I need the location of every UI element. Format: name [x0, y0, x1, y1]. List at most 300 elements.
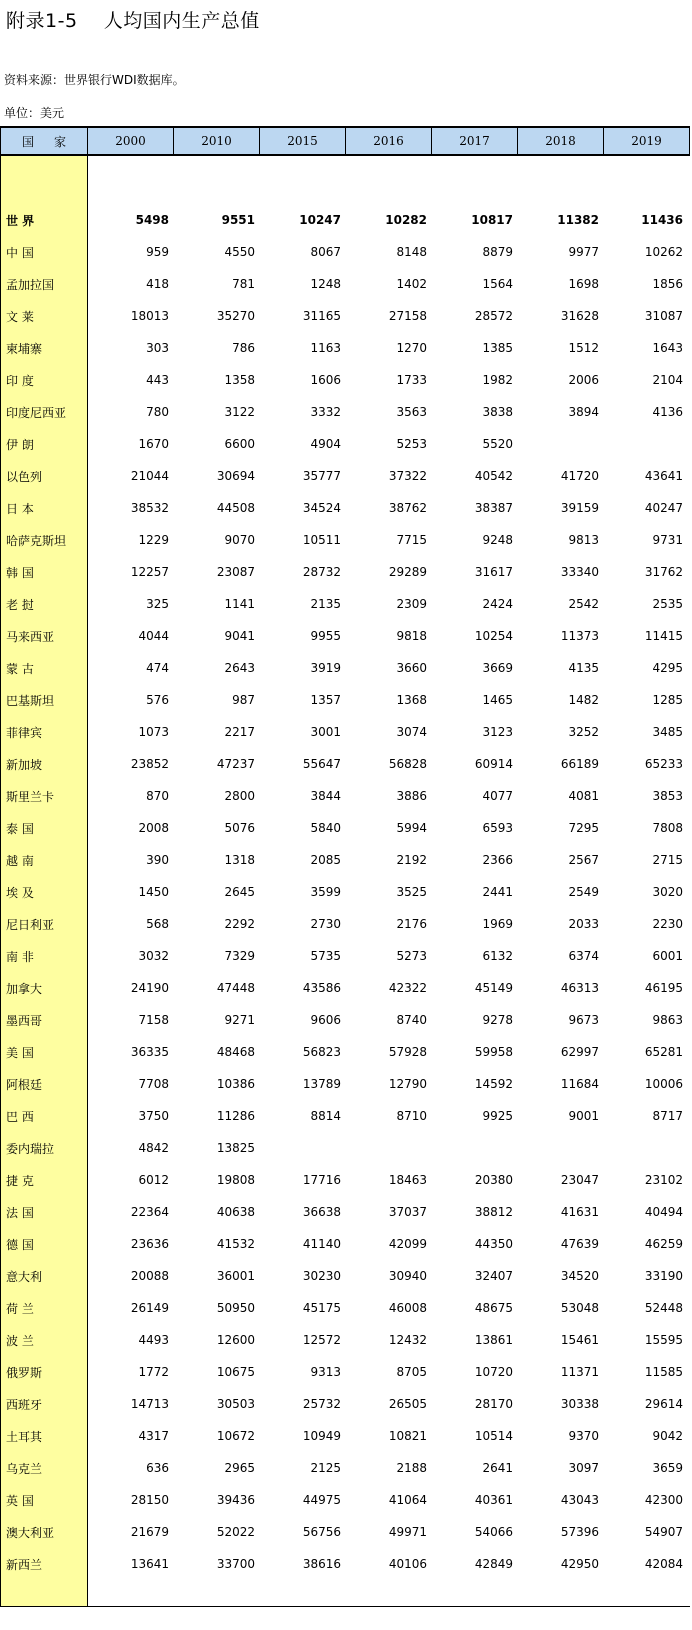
table-row [0, 236, 690, 268]
gdp-value-cell: 59958 [474, 1045, 513, 1059]
gdp-value-cell: 50950 [216, 1301, 255, 1315]
country-name: 荷 兰 [6, 1301, 34, 1316]
gdp-value-cell: 5076 [224, 821, 255, 835]
gdp-value-cell: 32407 [474, 1269, 513, 1283]
gdp-value-cell: 9271 [224, 1013, 255, 1027]
table-row [0, 972, 690, 1004]
gdp-value-cell: 10386 [216, 1077, 255, 1091]
gdp-value-cell: 3599 [310, 885, 341, 899]
gdp-value-cell: 636 [146, 1461, 169, 1475]
country-name: 俄罗斯 [6, 1365, 43, 1380]
gdp-value-cell: 5253 [396, 437, 427, 451]
gdp-value-cell: 38532 [130, 501, 169, 515]
table-row [0, 780, 690, 812]
gdp-value-cell: 8067 [310, 245, 341, 259]
gdp-value-cell: 10282 [385, 213, 427, 227]
table-row [0, 716, 690, 748]
gdp-value-cell: 7158 [138, 1013, 169, 1027]
country-name: 法 国 [6, 1205, 34, 1220]
table-header [0, 126, 690, 156]
country-name: 文 莱 [6, 309, 34, 324]
gdp-value-cell: 43641 [644, 469, 683, 483]
table-row [0, 556, 690, 588]
gdp-value-cell: 23852 [130, 757, 169, 771]
gdp-value-cell: 3844 [310, 789, 341, 803]
gdp-per-capita-table [0, 126, 690, 1607]
gdp-value-cell: 15461 [560, 1333, 599, 1347]
gdp-value-cell: 47237 [216, 757, 255, 771]
country-name: 美 国 [6, 1045, 34, 1060]
gdp-value-cell: 5994 [396, 821, 427, 835]
table-body [0, 204, 690, 1580]
gdp-value-cell: 2192 [396, 853, 427, 867]
gdp-value-cell: 12257 [130, 565, 169, 579]
gdp-value-cell: 14592 [474, 1077, 513, 1091]
country-name: 伊 朗 [6, 437, 34, 452]
country-name: 孟加拉国 [6, 277, 55, 292]
gdp-value-cell: 14713 [130, 1397, 169, 1411]
table-row [0, 844, 690, 876]
gdp-value-cell: 4295 [652, 661, 683, 675]
gdp-value-cell: 39159 [560, 501, 599, 515]
gdp-value-cell: 42322 [388, 981, 427, 995]
gdp-value-cell: 4493 [138, 1333, 169, 1347]
gdp-value-cell: 2542 [568, 597, 599, 611]
gdp-value-cell: 30503 [216, 1397, 255, 1411]
table-row [0, 748, 690, 780]
gdp-value-cell: 10675 [216, 1365, 255, 1379]
gdp-value-cell: 24190 [130, 981, 169, 995]
gdp-value-cell: 2645 [224, 885, 255, 899]
gdp-value-cell: 3074 [396, 725, 427, 739]
gdp-value-cell: 10262 [644, 245, 683, 259]
gdp-value-cell: 1163 [310, 341, 341, 355]
gdp-value-cell: 2008 [138, 821, 169, 835]
gdp-value-cell: 2125 [310, 1461, 341, 1475]
gdp-value-cell: 11585 [644, 1365, 683, 1379]
gdp-value-cell: 42084 [644, 1557, 683, 1571]
country-name: 巴基斯坦 [6, 693, 55, 708]
gdp-value-cell: 36335 [130, 1045, 169, 1059]
table-row [0, 268, 690, 300]
gdp-value-cell: 10949 [302, 1429, 341, 1443]
gdp-value-cell: 987 [232, 693, 255, 707]
gdp-value-cell: 1229 [138, 533, 169, 547]
gdp-value-cell: 44350 [474, 1237, 513, 1251]
gdp-value-cell: 41140 [302, 1237, 341, 1251]
gdp-value-cell: 62997 [560, 1045, 599, 1059]
gdp-value-cell: 10514 [474, 1429, 513, 1443]
gdp-value-cell: 3122 [224, 405, 255, 419]
table-row [0, 1388, 690, 1420]
gdp-value-cell: 2366 [482, 853, 513, 867]
table-row [0, 812, 690, 844]
gdp-value-cell: 37037 [388, 1205, 427, 1219]
gdp-value-cell: 1358 [224, 373, 255, 387]
header-country: 国家 [0, 128, 88, 154]
country-name: 乌克兰 [6, 1461, 43, 1476]
gdp-value-cell: 568 [146, 917, 169, 931]
gdp-value-cell: 5273 [396, 949, 427, 963]
gdp-value-cell: 6374 [568, 949, 599, 963]
page-title: 附录1-5 人均国内生产总值 [6, 10, 260, 32]
country-name: 菲律宾 [6, 725, 43, 740]
gdp-value-cell: 7295 [568, 821, 599, 835]
gdp-value-cell: 40106 [388, 1557, 427, 1571]
gdp-value-cell: 7708 [138, 1077, 169, 1091]
gdp-value-cell: 9248 [482, 533, 513, 547]
gdp-value-cell: 6132 [482, 949, 513, 963]
gdp-value-cell: 1073 [138, 725, 169, 739]
gdp-value-cell: 42300 [644, 1493, 683, 1507]
gdp-value-cell: 10254 [474, 629, 513, 643]
table-row [0, 300, 690, 332]
gdp-value-cell: 1512 [568, 341, 599, 355]
country-name: 西班牙 [6, 1397, 43, 1412]
gdp-value-cell: 39436 [216, 1493, 255, 1507]
gdp-value-cell: 2085 [310, 853, 341, 867]
country-name: 中 国 [6, 245, 34, 260]
gdp-value-cell: 5520 [482, 437, 513, 451]
gdp-value-cell: 54066 [474, 1525, 513, 1539]
country-name: 德 国 [6, 1237, 34, 1252]
gdp-value-cell: 26505 [388, 1397, 427, 1411]
gdp-value-cell: 27158 [388, 309, 427, 323]
gdp-value-cell: 26149 [130, 1301, 169, 1315]
table-row [0, 364, 690, 396]
header-year: 2000 [88, 128, 174, 154]
gdp-value-cell: 13825 [216, 1141, 255, 1155]
table-row [0, 908, 690, 940]
gdp-value-cell: 35777 [302, 469, 341, 483]
gdp-value-cell: 28170 [474, 1397, 513, 1411]
gdp-value-cell: 9813 [568, 533, 599, 547]
gdp-value-cell: 9818 [396, 629, 427, 643]
gdp-value-cell: 12432 [388, 1333, 427, 1347]
gdp-value-cell: 303 [146, 341, 169, 355]
country-name: 南 非 [6, 949, 34, 964]
table-row [0, 1068, 690, 1100]
gdp-value-cell: 21679 [130, 1525, 169, 1539]
gdp-value-cell: 40542 [474, 469, 513, 483]
gdp-value-cell: 1368 [396, 693, 427, 707]
gdp-value-cell: 10006 [644, 1077, 683, 1091]
gdp-value-cell: 1141 [224, 597, 255, 611]
gdp-value-cell: 2135 [310, 597, 341, 611]
gdp-value-cell: 11286 [216, 1109, 255, 1123]
gdp-value-cell: 9606 [310, 1013, 341, 1027]
table-row [0, 1356, 690, 1388]
gdp-value-cell: 4044 [138, 629, 169, 643]
gdp-value-cell: 2715 [652, 853, 683, 867]
gdp-value-cell: 10672 [216, 1429, 255, 1443]
gdp-value-cell: 40494 [644, 1205, 683, 1219]
data-source-note: 资料来源：世界银行WDI数据库。 [4, 73, 185, 87]
country-name: 新加坡 [6, 757, 43, 772]
gdp-value-cell: 11373 [560, 629, 599, 643]
gdp-value-cell: 9042 [652, 1429, 683, 1443]
gdp-value-cell: 33340 [560, 565, 599, 579]
gdp-value-cell: 325 [146, 597, 169, 611]
gdp-value-cell: 8814 [310, 1109, 341, 1123]
gdp-value-cell: 781 [232, 277, 255, 291]
gdp-value-cell: 41064 [388, 1493, 427, 1507]
gdp-value-cell: 474 [146, 661, 169, 675]
gdp-value-cell: 11415 [644, 629, 683, 643]
gdp-value-cell: 3020 [652, 885, 683, 899]
gdp-value-cell: 1318 [224, 853, 255, 867]
gdp-value-cell: 9977 [568, 245, 599, 259]
gdp-value-cell: 23087 [216, 565, 255, 579]
gdp-value-cell: 38762 [388, 501, 427, 515]
gdp-value-cell: 48468 [216, 1045, 255, 1059]
gdp-value-cell: 6001 [652, 949, 683, 963]
gdp-value-cell: 56828 [388, 757, 427, 771]
gdp-value-cell: 31762 [644, 565, 683, 579]
table-row [0, 492, 690, 524]
gdp-value-cell: 390 [146, 853, 169, 867]
gdp-value-cell: 2549 [568, 885, 599, 899]
gdp-value-cell: 7715 [396, 533, 427, 547]
table-row [0, 940, 690, 972]
gdp-value-cell: 2230 [652, 917, 683, 931]
gdp-value-cell: 8710 [396, 1109, 427, 1123]
gdp-value-cell: 3032 [138, 949, 169, 963]
gdp-value-cell: 1482 [568, 693, 599, 707]
table-row [0, 1132, 690, 1164]
gdp-value-cell: 959 [146, 245, 169, 259]
gdp-value-cell: 1248 [310, 277, 341, 291]
gdp-value-cell: 2033 [568, 917, 599, 931]
gdp-value-cell: 2292 [224, 917, 255, 931]
gdp-value-cell: 10817 [471, 213, 513, 227]
gdp-value-cell: 1969 [482, 917, 513, 931]
table-row [0, 1516, 690, 1548]
table-row [0, 524, 690, 556]
country-name: 巴 西 [6, 1109, 34, 1124]
table-row [0, 620, 690, 652]
header-year: 2019 [604, 128, 690, 154]
gdp-value-cell: 1772 [138, 1365, 169, 1379]
gdp-value-cell: 28150 [130, 1493, 169, 1507]
gdp-value-cell: 2309 [396, 597, 427, 611]
gdp-value-cell: 3332 [310, 405, 341, 419]
table-row [0, 1036, 690, 1068]
gdp-value-cell: 2424 [482, 597, 513, 611]
gdp-value-cell: 17716 [302, 1173, 341, 1187]
gdp-value-cell: 3886 [396, 789, 427, 803]
gdp-value-cell: 18013 [130, 309, 169, 323]
gdp-value-cell: 44975 [302, 1493, 341, 1507]
gdp-value-cell: 37322 [388, 469, 427, 483]
gdp-value-cell: 30230 [302, 1269, 341, 1283]
gdp-value-cell: 46313 [560, 981, 599, 995]
gdp-value-cell: 45149 [474, 981, 513, 995]
table-row [0, 652, 690, 684]
gdp-value-cell: 31165 [302, 309, 341, 323]
gdp-value-cell: 9673 [568, 1013, 599, 1027]
country-name: 泰 国 [6, 821, 34, 836]
country-name: 老 挝 [6, 597, 34, 612]
gdp-value-cell: 6600 [224, 437, 255, 451]
gdp-value-cell: 4904 [310, 437, 341, 451]
gdp-value-cell: 1402 [396, 277, 427, 291]
gdp-value-cell: 31628 [560, 309, 599, 323]
gdp-value-cell: 57928 [388, 1045, 427, 1059]
gdp-value-cell: 4081 [568, 789, 599, 803]
table-row [0, 1324, 690, 1356]
gdp-value-cell: 10720 [474, 1365, 513, 1379]
country-name: 印度尼西亚 [6, 405, 67, 420]
header-year: 2017 [432, 128, 518, 154]
country-name: 世 界 [6, 213, 35, 228]
gdp-value-cell: 1670 [138, 437, 169, 451]
table-row [0, 1260, 690, 1292]
gdp-value-cell: 443 [146, 373, 169, 387]
gdp-value-cell: 2176 [396, 917, 427, 931]
gdp-value-cell: 9955 [310, 629, 341, 643]
gdp-value-cell: 42099 [388, 1237, 427, 1251]
country-name: 英 国 [6, 1493, 34, 1508]
gdp-value-cell: 40638 [216, 1205, 255, 1219]
gdp-value-cell: 23636 [130, 1237, 169, 1251]
gdp-value-cell: 3123 [482, 725, 513, 739]
country-name: 土耳其 [6, 1429, 43, 1444]
gdp-value-cell: 12600 [216, 1333, 255, 1347]
gdp-value-cell: 9041 [224, 629, 255, 643]
gdp-value-cell: 42849 [474, 1557, 513, 1571]
gdp-value-cell: 2800 [224, 789, 255, 803]
gdp-value-cell: 47639 [560, 1237, 599, 1251]
gdp-value-cell: 43043 [560, 1493, 599, 1507]
gdp-value-cell: 1285 [652, 693, 683, 707]
gdp-value-cell: 3853 [652, 789, 683, 803]
gdp-value-cell: 9863 [652, 1013, 683, 1027]
gdp-value-cell: 46195 [644, 981, 683, 995]
gdp-value-cell: 1698 [568, 277, 599, 291]
gdp-value-cell: 2535 [652, 597, 683, 611]
gdp-value-cell: 18463 [388, 1173, 427, 1187]
table-row [0, 1196, 690, 1228]
country-name: 印 度 [6, 373, 34, 388]
gdp-value-cell: 28732 [302, 565, 341, 579]
gdp-value-cell: 21044 [130, 469, 169, 483]
country-name: 澳大利亚 [6, 1525, 55, 1540]
gdp-value-cell: 19808 [216, 1173, 255, 1187]
gdp-value-cell: 34520 [560, 1269, 599, 1283]
gdp-value-cell: 3669 [482, 661, 513, 675]
country-name: 阿根廷 [6, 1077, 43, 1092]
gdp-value-cell: 47448 [216, 981, 255, 995]
gdp-value-cell: 44508 [216, 501, 255, 515]
gdp-value-cell: 23102 [644, 1173, 683, 1187]
gdp-value-cell: 13641 [130, 1557, 169, 1571]
gdp-value-cell: 6012 [138, 1173, 169, 1187]
gdp-value-cell: 9278 [482, 1013, 513, 1027]
country-name: 以色列 [6, 469, 43, 484]
gdp-value-cell: 29614 [644, 1397, 683, 1411]
gdp-value-cell: 56756 [302, 1525, 341, 1539]
gdp-value-cell: 8717 [652, 1109, 683, 1123]
gdp-value-cell: 3750 [138, 1109, 169, 1123]
gdp-value-cell: 65233 [644, 757, 683, 771]
country-name: 马来西亚 [6, 629, 55, 644]
gdp-value-cell: 1643 [652, 341, 683, 355]
country-name: 斯里兰卡 [6, 789, 55, 804]
gdp-value-cell: 52448 [644, 1301, 683, 1315]
table-row [0, 1004, 690, 1036]
gdp-value-cell: 3838 [482, 405, 513, 419]
gdp-value-cell: 5735 [310, 949, 341, 963]
gdp-value-cell: 54907 [644, 1525, 683, 1539]
gdp-value-cell: 31617 [474, 565, 513, 579]
gdp-value-cell: 12790 [388, 1077, 427, 1091]
gdp-value-cell: 33700 [216, 1557, 255, 1571]
gdp-value-cell: 45175 [302, 1301, 341, 1315]
table-row [0, 396, 690, 428]
gdp-value-cell: 1982 [482, 373, 513, 387]
gdp-value-cell: 20088 [130, 1269, 169, 1283]
gdp-value-cell: 1465 [482, 693, 513, 707]
gdp-value-cell: 7329 [224, 949, 255, 963]
gdp-value-cell: 38387 [474, 501, 513, 515]
gdp-value-cell: 2730 [310, 917, 341, 931]
gdp-value-cell: 10821 [388, 1429, 427, 1443]
gdp-value-cell: 4135 [568, 661, 599, 675]
country-name: 意大利 [6, 1269, 43, 1284]
gdp-value-cell: 2217 [224, 725, 255, 739]
country-name: 蒙 古 [6, 661, 34, 676]
gdp-value-cell: 8740 [396, 1013, 427, 1027]
gdp-value-cell: 4550 [224, 245, 255, 259]
gdp-value-cell: 8879 [482, 245, 513, 259]
table-row [0, 1164, 690, 1196]
gdp-value-cell: 46259 [644, 1237, 683, 1251]
gdp-value-cell: 1564 [482, 277, 513, 291]
gdp-value-cell: 38812 [474, 1205, 513, 1219]
table-row [0, 684, 690, 716]
gdp-value-cell: 9925 [482, 1109, 513, 1123]
table-row [0, 428, 690, 460]
table-row [0, 460, 690, 492]
country-name: 日 本 [6, 501, 34, 516]
gdp-value-cell: 2643 [224, 661, 255, 675]
gdp-value-cell: 4317 [138, 1429, 169, 1443]
country-name: 柬埔寨 [6, 341, 43, 356]
gdp-value-cell: 10247 [299, 213, 341, 227]
table-row [0, 1452, 690, 1484]
gdp-value-cell: 3660 [396, 661, 427, 675]
gdp-value-cell: 2641 [482, 1461, 513, 1475]
gdp-value-cell: 9551 [221, 213, 255, 227]
gdp-value-cell: 65281 [644, 1045, 683, 1059]
gdp-value-cell: 2006 [568, 373, 599, 387]
gdp-value-cell: 30338 [560, 1397, 599, 1411]
country-name: 委内瑞拉 [6, 1141, 55, 1156]
gdp-value-cell: 2441 [482, 885, 513, 899]
gdp-value-cell: 41720 [560, 469, 599, 483]
gdp-value-cell: 35270 [216, 309, 255, 323]
country-name: 墨西哥 [6, 1013, 43, 1028]
gdp-value-cell: 49971 [388, 1525, 427, 1539]
gdp-value-cell: 40361 [474, 1493, 513, 1507]
header-year: 2015 [260, 128, 346, 154]
gdp-value-cell: 41631 [560, 1205, 599, 1219]
gdp-value-cell: 870 [146, 789, 169, 803]
gdp-value-cell: 9313 [310, 1365, 341, 1379]
gdp-value-cell: 12572 [302, 1333, 341, 1347]
gdp-value-cell: 8705 [396, 1365, 427, 1379]
